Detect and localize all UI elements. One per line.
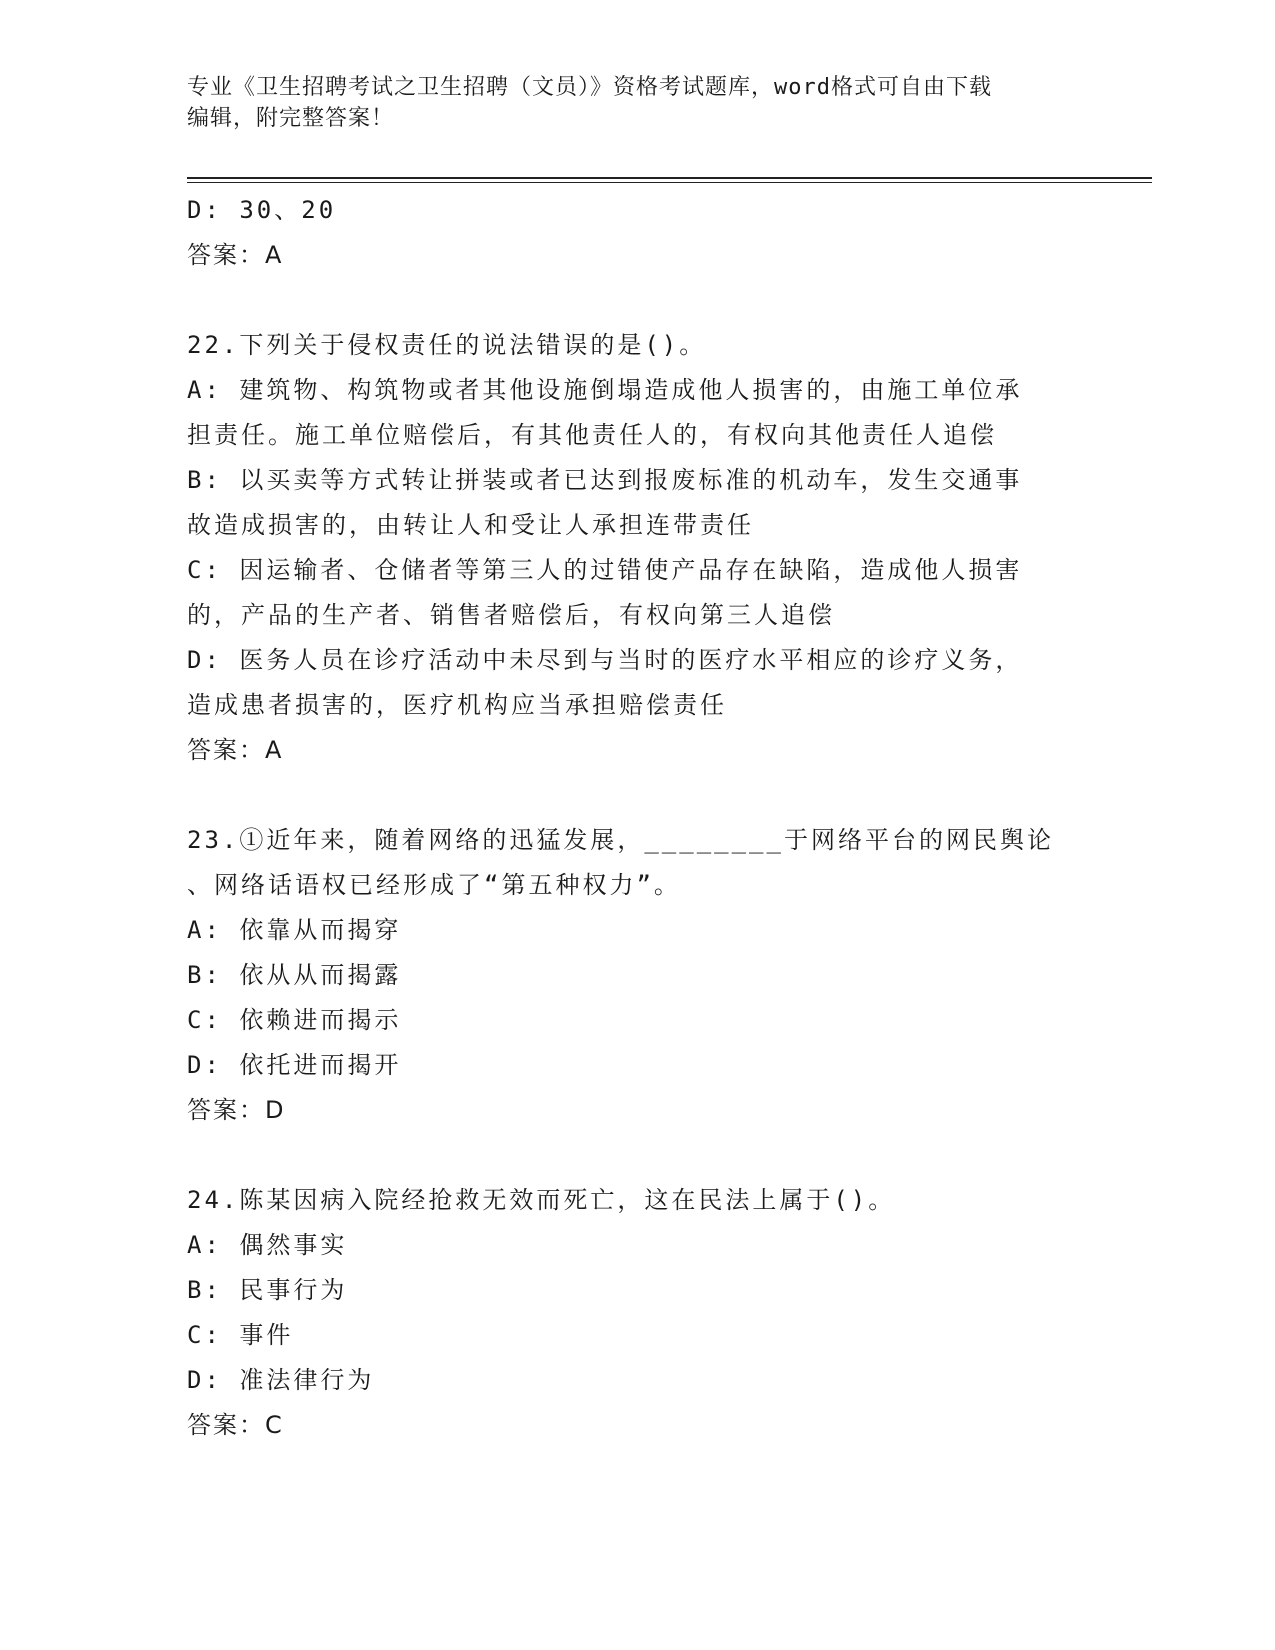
question-content: [187, 188, 1087, 1448]
header-line-2: 编辑，附完整答案！: [187, 106, 395, 131]
option-d-line-1: D: 医务人员在诊疗活动中未尽到与当时的医疗水平相应的诊疗义务，: [187, 646, 1023, 674]
header-line-1: 专业《卫生招聘考试之卫生招聘（文员）》资格考试题库，word格式可自由下载: [187, 75, 992, 100]
option-b-line-2: 故造成损害的，由转让人和受让人承担连带责任: [187, 511, 754, 539]
option-d: D: 准法律行为: [187, 1366, 375, 1394]
spacer: [187, 773, 1087, 818]
answer-line: 答案：D: [187, 1096, 286, 1124]
option-a: A: 依靠从而揭穿: [187, 916, 402, 944]
header-divider-thick: [187, 177, 1152, 179]
question-text: 22.下列关于侵权责任的说法错误的是()。: [187, 331, 707, 359]
answer-line: 答案：A: [187, 736, 284, 764]
document-header: [187, 72, 1087, 134]
option-c: C: 事件: [187, 1321, 294, 1349]
option-b-line-1: B: 以买卖等方式转让拼装或者已达到报废标准的机动车，发生交通事: [187, 466, 1023, 494]
question-text-line-1: 23.①近年来，随着网络的迅猛发展，________于网络平台的网民舆论: [187, 826, 1054, 854]
question-text: 24.陈某因病入院经抢救无效而死亡，这在民法上属于()。: [187, 1186, 896, 1214]
answer-line: 答案：A: [187, 241, 284, 269]
option-c-line-1: C: 因运输者、仓储者等第三人的过错使产品存在缺陷，造成他人损害: [187, 556, 1023, 584]
option-a-line-1: A: 建筑物、构筑物或者其他设施倒塌造成他人损害的，由施工单位承: [187, 376, 1023, 404]
question-23: [187, 818, 1087, 1133]
header-divider-thin: [187, 182, 1152, 183]
spacer: [187, 278, 1087, 323]
question-text-line-2: 、网络话语权已经形成了“第五种权力”。: [187, 871, 681, 899]
option-b: B: 依从从而揭露: [187, 961, 402, 989]
previous-question-tail: [187, 188, 1087, 278]
answer-line: 答案：C: [187, 1411, 284, 1439]
option-c-line-2: 的，产品的生产者、销售者赔偿后，有权向第三人追偿: [187, 601, 835, 629]
question-22: [187, 323, 1087, 773]
option-d-line-2: 造成患者损害的，医疗机构应当承担赔偿责任: [187, 691, 727, 719]
option-d: D: 依托进而揭开: [187, 1051, 402, 1079]
option-d: D: 30、20: [187, 196, 337, 224]
option-b: B: 民事行为: [187, 1276, 348, 1304]
option-a: A: 偶然事实: [187, 1231, 348, 1259]
option-c: C: 依赖进而揭示: [187, 1006, 402, 1034]
option-a-line-2: 担责任。施工单位赔偿后，有其他责任人的，有权向其他责任人追偿: [187, 421, 997, 449]
question-24: [187, 1178, 1087, 1448]
spacer: [187, 1133, 1087, 1178]
